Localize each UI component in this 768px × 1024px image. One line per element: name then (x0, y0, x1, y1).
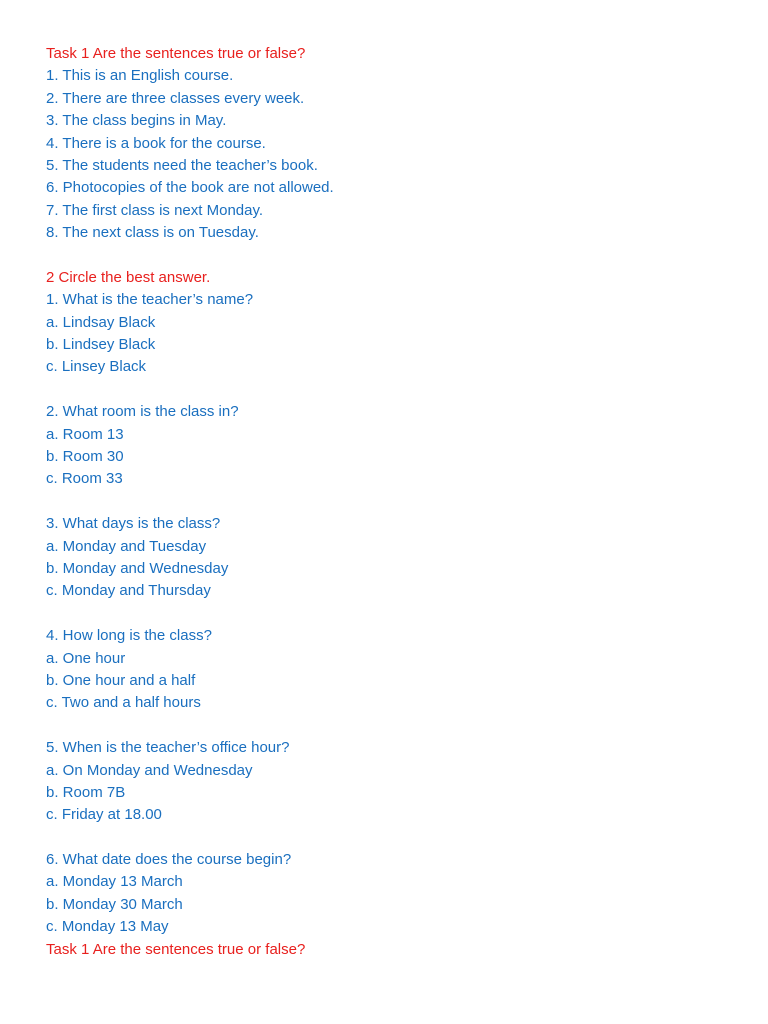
spacer (46, 827, 746, 849)
answer-option[interactable]: c. Friday at 18.00 (46, 806, 162, 824)
answer-option[interactable]: c. Monday and Thursday (46, 582, 211, 600)
task1-sentence: 5. The students need the teacher’s book. (46, 156, 318, 174)
answer-option[interactable]: a. One hour (46, 649, 126, 667)
answer-option[interactable]: b. Lindsey Black (46, 336, 156, 354)
task1-section (46, 43, 746, 245)
spacer (46, 491, 746, 513)
question-block (46, 513, 746, 603)
task1-sentence: 2. There are three classes every week. (46, 89, 305, 107)
answer-option[interactable]: a. Monday 13 March (46, 873, 183, 891)
answer-option[interactable]: b. One hour and a half (46, 671, 196, 689)
question-block (46, 289, 746, 379)
spacer (46, 379, 746, 401)
task2-heading: 2 Circle the best answer. (46, 268, 211, 286)
answer-option[interactable]: a. Monday and Tuesday (46, 537, 207, 555)
task1-sentence: 3. The class begins in May. (46, 112, 227, 130)
task2-section (46, 267, 746, 939)
worksheet (46, 43, 746, 961)
question-block (46, 625, 746, 715)
question-text: 4. How long is the class? (46, 627, 212, 645)
answer-option[interactable]: b. Room 30 (46, 448, 124, 466)
question-block (46, 401, 746, 491)
question-text: 2. What room is the class in? (46, 403, 239, 421)
answer-option[interactable]: a. Room 13 (46, 425, 124, 443)
task1-sentence: 1. This is an English course. (46, 67, 234, 85)
spacer (46, 715, 746, 737)
question-block (46, 737, 746, 827)
footer-heading: Task 1 Are the sentences true or false? (46, 940, 306, 958)
question-text: 3. What days is the class? (46, 515, 221, 533)
answer-option[interactable]: a. Lindsay Black (46, 313, 156, 331)
task1-sentence: 8. The next class is on Tuesday. (46, 224, 259, 242)
spacer (46, 245, 746, 267)
answer-option[interactable]: c. Two and a half hours (46, 694, 201, 712)
answer-option[interactable]: b. Room 7B (46, 783, 126, 801)
question-text: 1. What is the teacher’s name? (46, 291, 254, 309)
answer-option[interactable]: b. Monday and Wednesday (46, 559, 229, 577)
answer-option[interactable]: c. Monday 13 May (46, 918, 169, 936)
answer-option[interactable]: a. On Monday and Wednesday (46, 761, 253, 779)
question-text: 6. What date does the course begin? (46, 851, 292, 869)
question-block (46, 849, 746, 939)
question-text: 5. When is the teacher’s office hour? (46, 739, 290, 757)
task1-sentence: 7. The first class is next Monday. (46, 201, 264, 219)
task1-sentence: 4. There is a book for the course. (46, 134, 266, 152)
answer-option[interactable]: c. Linsey Black (46, 358, 147, 376)
task1-heading: Task 1 Are the sentences true or false? (46, 45, 306, 62)
spacer (46, 603, 746, 625)
task1-sentence: 6. Photocopies of the book are not allowed. (46, 179, 334, 197)
answer-option[interactable]: c. Room 33 (46, 470, 123, 488)
answer-option[interactable]: b. Monday 30 March (46, 895, 183, 913)
